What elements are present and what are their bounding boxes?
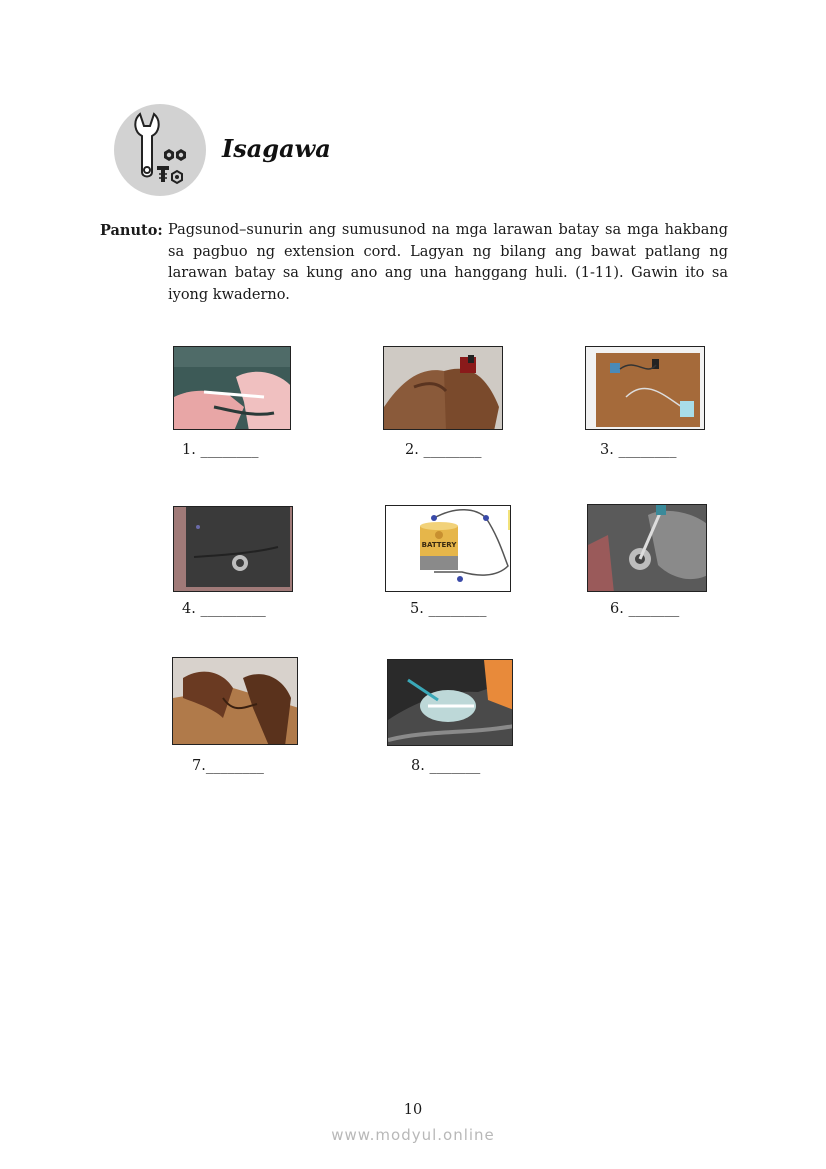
item-caption-2: 2. ________ <box>405 442 482 458</box>
item-caption-5: 5. ________ <box>410 601 487 617</box>
board-wiring-photo <box>585 346 705 430</box>
hands-board-photo <box>172 657 298 745</box>
pliers-wire-photo <box>387 659 513 746</box>
wrench-bolts-icon <box>114 104 206 196</box>
item-caption-3: 3. ________ <box>600 442 677 458</box>
dark-board-photo <box>173 506 293 592</box>
item-caption-7: 7.________ <box>192 758 264 774</box>
item-caption-8: 8. _______ <box>411 758 481 774</box>
battery-circuit-diagram <box>385 505 511 592</box>
instructions-text: Pagsunod–sunurin ang sumusunod na mga larawan batay sa mga hakbang sa pagbuo ng extension cord. Lagyan ng bilang ang bawat patlang ng larawan batay sa kung ano ang una hanggang huli. (1-11). Gawin ito sa iyong kwaderno. <box>168 222 728 303</box>
watermark: www.modyul.online <box>331 1126 495 1144</box>
battery-label: BATTERY <box>421 541 457 549</box>
section-title: Isagawa <box>222 134 331 163</box>
hands-assembling-photo <box>383 346 503 430</box>
section-icon-badge <box>114 104 206 196</box>
instructions-label: Panuto: <box>100 222 163 239</box>
item-caption-1: 1. ________ <box>182 442 259 458</box>
screwdriver-outlet-photo <box>587 504 707 592</box>
page-number: 10 <box>403 1102 423 1118</box>
item-caption-4: 4. _________ <box>182 601 266 617</box>
item-caption-6: 6. _______ <box>610 601 680 617</box>
stripping-wire-photo <box>173 346 291 430</box>
